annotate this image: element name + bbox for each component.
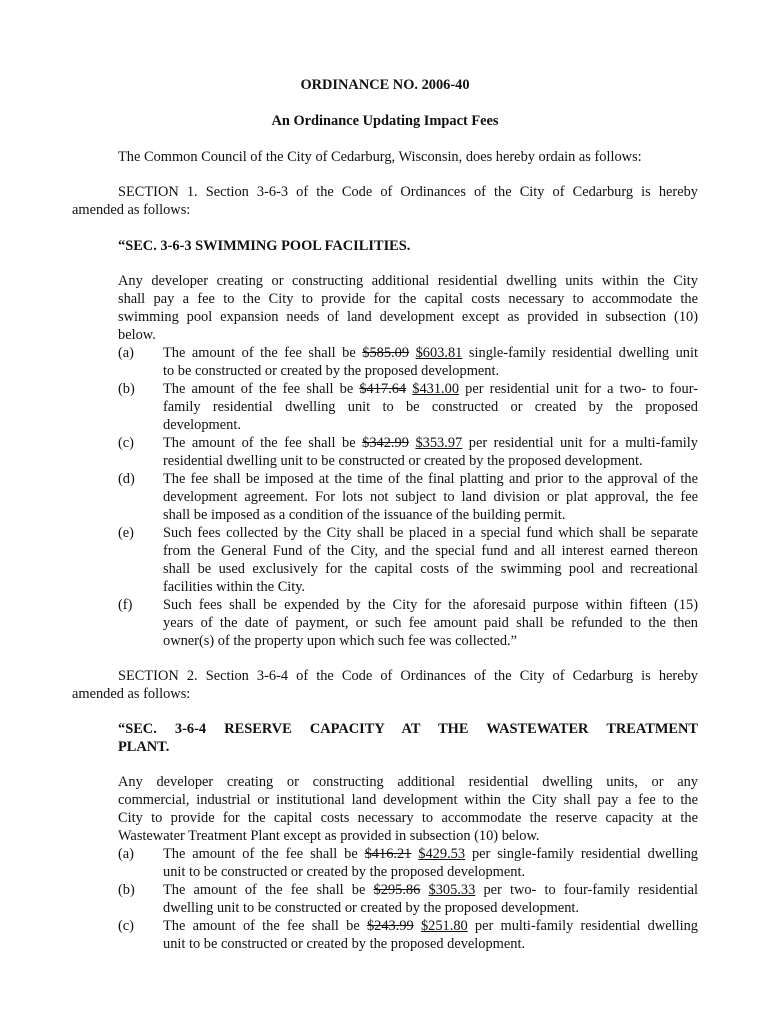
fee-item-cont: family residential dwelling unit to be constructed or created by the proposed (163, 399, 698, 415)
section2-para-line: City to provide for the capital costs necessary to accommodate the reserve capacity at the (118, 810, 698, 826)
old-fee: $585.09 (362, 345, 410, 361)
old-fee: $243.99 (366, 918, 414, 934)
fee-text: per residential unit for a multi-family (462, 435, 698, 451)
fee-text: The amount of the fee shall be (163, 846, 365, 862)
section2-heading: “SEC. 3-6-4 RESERVE CAPACITY AT THE WASTEWATER TREATMENT (118, 721, 698, 737)
list-marker: (f) (118, 597, 133, 613)
fee-item-line (163, 881, 698, 899)
fee-text: The amount of the fee shall be (163, 345, 363, 361)
intro-text: The Common Council of the City of Cedarburg, Wisconsin, does hereby ordain as follows: (118, 149, 642, 165)
section2-line1: SECTION 2. Section 3-6-4 of the Code of Ordinances of the City of Cedarburg is hereby (118, 668, 698, 684)
section2-heading-cont: PLANT. (118, 739, 170, 755)
section1-line1: SECTION 1. Section 3-6-3 of the Code of Ordinances of the City of Cedarburg is hereby (118, 184, 698, 200)
section1-para-line: swimming pool expansion needs of land development except as provided in subsection (10) (118, 309, 698, 325)
item-line: years of the date of payment, or such fee amount paid shall be refunded to the then (163, 615, 698, 631)
section1-heading: “SEC. 3-6-3 SWIMMING POOL FACILITIES. (118, 238, 411, 254)
item-line: shall be imposed as a condition of the issuance of the building permit. (163, 507, 566, 523)
section1-para-line: below. (118, 327, 156, 343)
section1-line2: amended as follows: (72, 202, 191, 218)
list-marker: (a) (118, 345, 134, 361)
item-line: shall be used exclusively for the capital costs of the swimming pool and recreational (163, 561, 698, 577)
new-fee: $603.81 (415, 345, 463, 361)
ordinance-subtitle: An Ordinance Updating Impact Fees (271, 113, 499, 129)
fee-item-cont: unit to be constructed or created by the proposed development. (163, 936, 526, 952)
item-line: from the General Fund of the City, and the special fund and all interest earned thereon (163, 543, 698, 559)
list-marker: (b) (118, 882, 135, 898)
item-line: owner(s) of the property upon which such fee was collected.” (163, 633, 518, 649)
item-line: facilities within the City. (163, 579, 306, 595)
fee-item-cont: development. (163, 417, 241, 433)
fee-text: The amount of the fee shall be (163, 882, 374, 898)
fee-text: The amount of the fee shall be (163, 918, 367, 934)
list-marker: (d) (118, 471, 135, 487)
fee-item-cont: dwelling unit to be constructed or created by the proposed development. (163, 900, 580, 916)
list-marker: (e) (118, 525, 134, 541)
fee-text: single-family residential dwelling unit (462, 345, 698, 361)
old-fee: $417.64 (359, 381, 407, 397)
new-fee: $429.53 (418, 846, 466, 862)
fee-text: per residential unit for a two- to four- (459, 381, 698, 397)
ordinance-title: ORDINANCE NO. 2006-40 (300, 77, 470, 93)
new-fee: $431.00 (412, 381, 460, 397)
fee-item-line (163, 344, 698, 362)
fee-text: per two- to four-family residential (475, 882, 698, 898)
section2-para-line: Wastewater Treatment Plant except as provided in subsection (10) below. (118, 828, 540, 844)
section2-line2: amended as follows: (72, 686, 191, 702)
old-fee: $295.86 (373, 882, 421, 898)
fee-text: The amount of the fee shall be (163, 381, 360, 397)
list-marker: (c) (118, 435, 134, 451)
fee-text: per multi-family residential dwelling (467, 918, 698, 934)
section1-para-line: shall pay a fee to the City to provide for the capital costs necessary to accommodate the (118, 291, 698, 307)
fee-text: The amount of the fee shall be (163, 435, 363, 451)
fee-item-line (163, 434, 698, 452)
fee-item-cont: to be constructed or created by the proposed development. (163, 363, 500, 379)
item-line: The fee shall be imposed at the time of the final platting and prior to the approval of the (163, 471, 698, 487)
fee-item-line (163, 917, 698, 935)
section2-para-line: commercial, industrial or institutional land development within the City shall pay a fee to the (118, 792, 698, 808)
new-fee: $353.97 (415, 435, 463, 451)
item-line: Such fees shall be expended by the City for the aforesaid purpose within fifteen (15) (163, 597, 698, 613)
fee-item-line (163, 380, 698, 398)
old-fee: $342.99 (362, 435, 409, 451)
new-fee: $251.80 (420, 918, 468, 934)
item-line: development agreement. For lots not subject to land division or plat approval, the fee (163, 489, 698, 505)
section2-para-line: Any developer creating or constructing additional residential dwelling units, or any (118, 774, 698, 790)
item-line: Such fees collected by the City shall be placed in a special fund which shall be separate (163, 525, 698, 541)
list-marker: (c) (118, 918, 134, 934)
fee-item-cont: residential dwelling unit to be constructed or created by the proposed development. (163, 453, 643, 469)
fee-item-cont: unit to be constructed or created by the proposed development. (163, 864, 526, 880)
list-marker: (b) (118, 381, 135, 397)
fee-text: per single-family residential dwelling (465, 846, 698, 862)
old-fee: $416.21 (364, 846, 412, 862)
new-fee: $305.33 (428, 882, 476, 898)
fee-item-line (163, 845, 698, 863)
list-marker: (a) (118, 846, 134, 862)
section1-para-line: Any developer creating or constructing additional residential dwelling units within the City (118, 273, 698, 289)
